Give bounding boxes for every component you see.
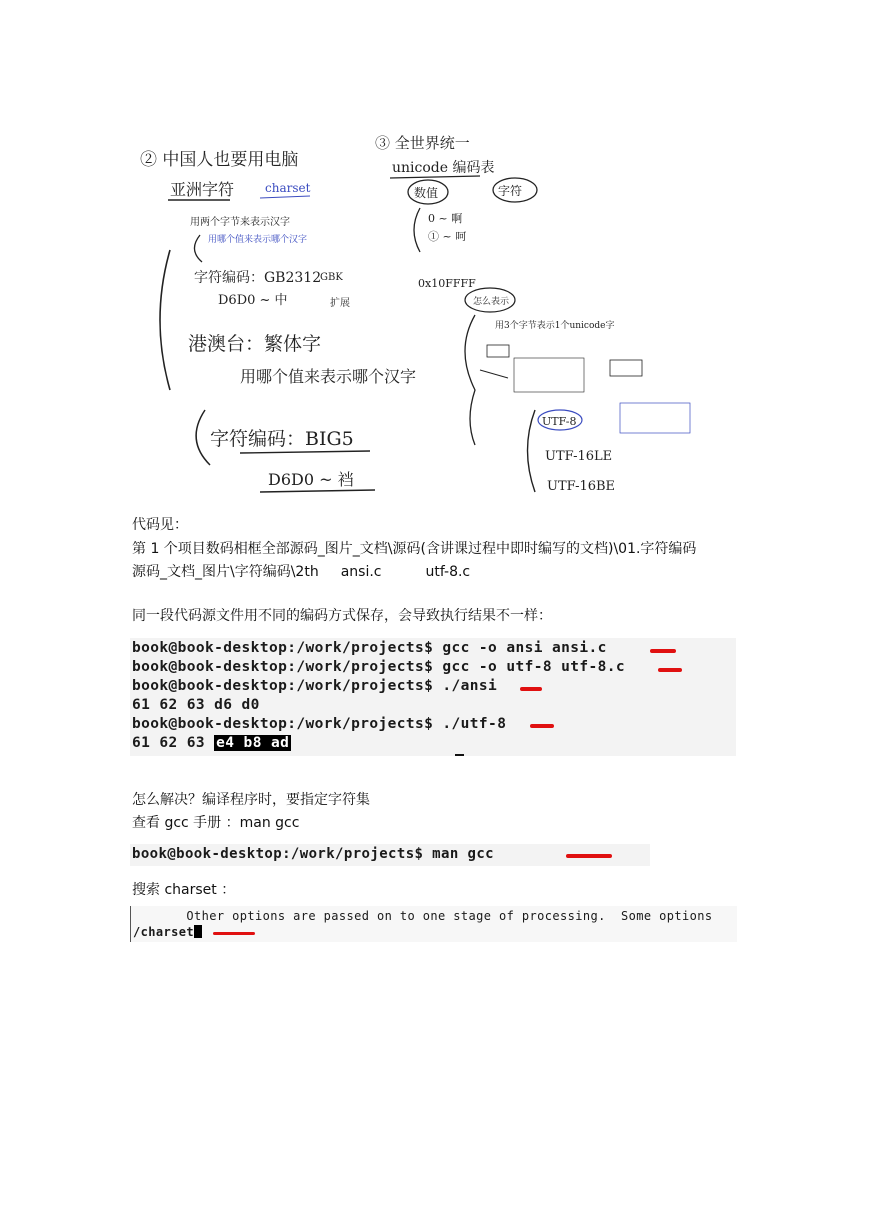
red-annotation-mark	[520, 687, 542, 691]
note-left-line1: 用两个字节来表示汉字	[190, 217, 290, 228]
search-charset-note: 搜索 charset ：	[132, 882, 236, 898]
source-path-line1: 第 1 个项目数码相框全部源码_图片_文档\源码(含讲课过程中即时编写的文档)\01.字符编码	[132, 541, 697, 557]
red-annotation-mark	[213, 932, 255, 935]
note-right-range: 0x10FFFF	[418, 277, 476, 290]
how-to-solve-note: 怎么解决？编译程序时，要指定字符集	[132, 792, 370, 808]
note-right-bytes: 用3个字节表示1个unicode字	[495, 321, 615, 331]
same-source-note: 同一段代码源文件用不同的编码方式保存，会导致执行结果不一样：	[132, 608, 552, 624]
red-annotation-mark	[530, 724, 554, 728]
note-right-row0: 0 ~ 啊	[428, 212, 463, 225]
note-left-gb: 字符编码：GB2312	[194, 270, 322, 286]
terminal-man-gcc	[130, 844, 650, 866]
code-see-label: 代码见：	[132, 517, 188, 533]
note-left-charset: charset	[265, 181, 311, 195]
note-right-char: 字符	[498, 184, 523, 198]
note-right-row1: ① ~ 呵	[428, 230, 467, 243]
note-left-tw2: 用哪个值来表示哪个汉字	[240, 367, 417, 386]
note-left-big5: 字符编码：BIG5	[210, 428, 354, 450]
terminal-cursor	[455, 754, 464, 756]
terminal-search-line	[133, 925, 202, 939]
handwritten-notes-image	[130, 120, 730, 500]
terminal-line: book@book-desktop:/work/projects$ ./ansi	[132, 678, 498, 694]
terminal-line: book@book-desktop:/work/projects$ gcc -o ansi ansi.c	[132, 640, 607, 656]
note-left-gbk: GBK	[320, 272, 343, 283]
terminal-block-cursor	[194, 925, 202, 938]
see-gcc-manual-note: 查看 gcc 手册 ：man gcc	[132, 815, 300, 831]
note-left-d6d0: D6D0 ~ 中	[218, 293, 288, 308]
ansi-filename: ansi.c	[340, 564, 382, 580]
terminal-line: Other options are passed on to one stage of processing. Some options	[133, 909, 713, 923]
highlighted-utf8-bytes: e4 b8 ad	[216, 735, 290, 751]
search-command: /charset	[133, 925, 194, 939]
terminal-line: book@book-desktop:/work/projects$ gcc -o utf-8 utf-8.c	[132, 659, 626, 675]
note-left-tw: 港澳台：繁体字	[188, 333, 322, 355]
red-annotation-mark	[650, 649, 676, 653]
note-left-gbk-note: 扩展	[330, 298, 350, 309]
note-right-unicode: unicode 编码表	[392, 160, 495, 176]
red-annotation-mark	[566, 854, 612, 858]
terminal-line: book@book-desktop:/work/projects$ man gcc	[132, 846, 494, 862]
note-right-utf16le: UTF-16LE	[545, 449, 613, 464]
note-right-how: 怎么表示	[473, 297, 510, 307]
terminal-compile-output	[130, 638, 736, 756]
note-right-utf8: UTF-8	[542, 415, 577, 428]
note-right-value: 数值	[414, 186, 439, 200]
note-right-title: ③ 全世界统一	[375, 134, 470, 152]
note-right-utf16be: UTF-16BE	[547, 479, 616, 494]
terminal-man-search	[130, 906, 737, 942]
terminal-line: book@book-desktop:/work/projects$ ./utf-8	[132, 716, 507, 732]
terminal-line: 61 62 63 d6 d0	[132, 697, 260, 713]
red-annotation-mark	[658, 668, 682, 672]
output-bytes: 61 62 63	[132, 735, 215, 751]
source-path-line2	[132, 561, 470, 583]
terminal-line-utf8-result	[132, 735, 291, 751]
note-left-d6d0b: D6D0 ~ 裆	[268, 470, 354, 489]
utf8-filename: utf-8.c	[425, 564, 471, 580]
note-left-title: ② 中国人也要用电脑	[140, 150, 299, 170]
note-left-sub: 亚洲字符	[170, 180, 235, 199]
note-left-line2: 用哪个值来表示哪个汉字	[208, 235, 308, 245]
source-path-dir: 源码_文档_图片\字符编码\2th	[132, 564, 319, 580]
